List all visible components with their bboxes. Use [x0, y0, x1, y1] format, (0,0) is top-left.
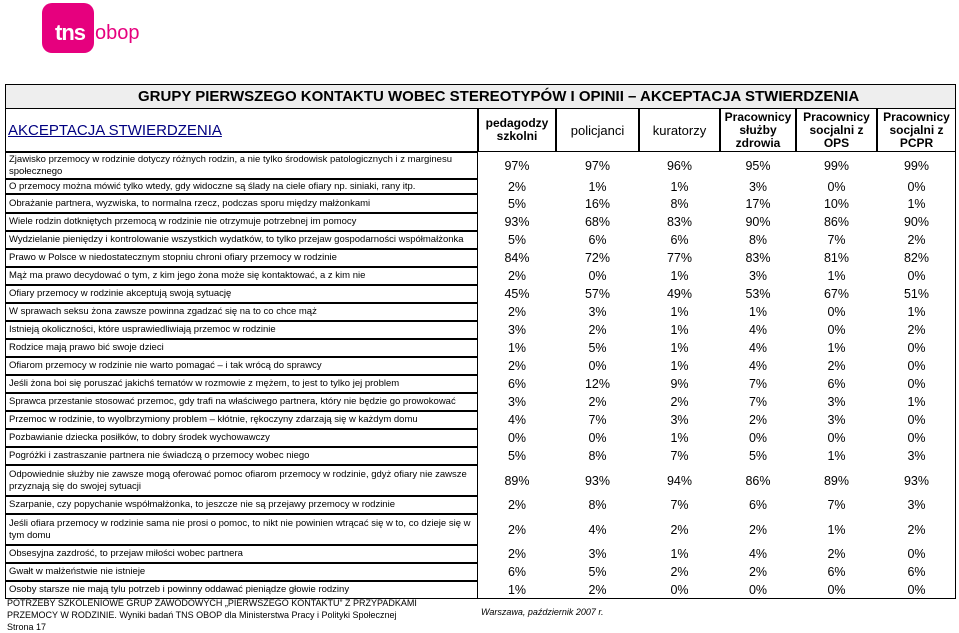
table-cell: 6%: [827, 377, 846, 391]
table-cell: 82%: [903, 251, 930, 265]
table-cell: 5%: [507, 196, 527, 211]
table-cell: 2%: [507, 305, 527, 319]
table-cell: 0%: [907, 431, 926, 445]
table-cell: 2%: [588, 395, 607, 409]
table-cell: 1%: [827, 341, 846, 355]
table-cell: 12%: [584, 377, 611, 391]
table-cell: 2%: [507, 179, 527, 194]
table-cell: 0%: [827, 323, 846, 337]
row-label: Sprawca przestanie stosować przemoc, gdy trafi na właściwego partnera, który nie będzie go prowokować: [5, 393, 478, 411]
table-cell: 4%: [748, 341, 768, 355]
table-cell: 1%: [670, 323, 689, 337]
table-cell: 3%: [670, 413, 689, 427]
table-cell: 2%: [588, 583, 607, 597]
table-cell: 1%: [670, 359, 689, 373]
table-cell: 72%: [584, 251, 611, 265]
table-cell: 1%: [507, 583, 527, 597]
table-cell: 1%: [827, 269, 846, 283]
table-cell: 97%: [504, 158, 530, 173]
table-cell: 7%: [827, 233, 846, 247]
table-cell: 1%: [670, 431, 689, 445]
row-label: Istnieją okoliczności, które usprawiedliwiają przemoc w rodzinie: [5, 321, 478, 339]
table-cell: 84%: [504, 251, 530, 265]
table-cell: 0%: [827, 305, 846, 319]
table-cell: 1%: [588, 179, 607, 194]
table-row: [5, 447, 956, 465]
table-cell: 99%: [903, 158, 930, 173]
table-cell: 0%: [670, 583, 689, 597]
table-row: [5, 357, 956, 375]
table-cell: 57%: [584, 287, 611, 301]
table-cell: 4%: [748, 323, 768, 337]
table-cell: 9%: [670, 377, 689, 391]
table-cell: 0%: [827, 583, 846, 597]
table-row: [5, 213, 956, 231]
table-cell: 17%: [745, 196, 771, 211]
table-cell: 3%: [588, 547, 607, 561]
row-label: Gwałt w małżeństwie nie istnieje: [5, 563, 478, 581]
footer-line-1: POTRZEBY SZKOLENIOWE GRUP ZAWODOWYCH „PIERWSZEGO KONTAKTU” Z PRZYPADKAMI: [7, 598, 417, 608]
table-cell: 7%: [748, 395, 768, 409]
table-cell: 8%: [588, 498, 607, 512]
table-row: [5, 496, 956, 514]
table-cell: 2%: [907, 323, 926, 337]
table-cell: 6%: [670, 233, 689, 247]
row-label: Wydzielanie pieniędzy i kontrolowanie wszystkich wydatków, to tylko przejaw gospodarności współmałżonka: [5, 231, 478, 249]
table-cell: 0%: [907, 583, 926, 597]
table-cell: 53%: [745, 287, 771, 301]
table-cell: 5%: [507, 233, 527, 247]
column-header: kuratorzy: [639, 108, 720, 152]
column-header: Pracownicy socjalni z OPS: [796, 108, 877, 152]
table-cell: 51%: [903, 287, 930, 301]
table-cell: 1%: [827, 449, 846, 463]
table-cell: 1%: [670, 269, 689, 283]
table-cell: 3%: [827, 413, 846, 427]
row-label: Jeśli ofiara przemocy w rodzinie sama nie prosi o pomoc, to nikt nie powinien wtrącać się w to, co dzieje się w tym domu: [5, 514, 478, 545]
table-cell: 2%: [507, 547, 527, 561]
table-cell: 3%: [907, 449, 926, 463]
table-cell: 5%: [588, 565, 607, 579]
row-label: Jeśli żona boi się poruszać jakichś tematów w rozmowie z mężem, to jest to tylko jej problem: [5, 375, 478, 393]
table-cell: 6%: [507, 377, 527, 391]
table-cell: 95%: [745, 158, 771, 173]
table-row: [5, 563, 956, 581]
table-row: [5, 545, 956, 563]
footer-line-2: PRZEMOCY W RODZINIE. Wyniki badań TNS OBOP dla Ministerstwa Pracy i Polityki Społecznej: [7, 610, 397, 620]
table-cell: 1%: [907, 395, 926, 409]
acceptance-table: [5, 84, 956, 597]
table-cell: 2%: [827, 359, 846, 373]
logo-sub-text: obop: [95, 22, 140, 44]
column-header: Pracownicy socjalni z PCPR: [877, 108, 956, 152]
table-cell: 2%: [507, 522, 527, 537]
table-row: [5, 285, 956, 303]
table-cell: 2%: [588, 323, 607, 337]
table-cell: 7%: [827, 498, 846, 512]
table-cell: 3%: [588, 305, 607, 319]
table-cell: 77%: [666, 251, 693, 265]
table-cell: 3%: [827, 395, 846, 409]
table-row: [5, 514, 956, 545]
table-cell: 6%: [907, 565, 926, 579]
table-cell: 2%: [907, 522, 926, 537]
table-cell: 2%: [507, 269, 527, 283]
table-cell: 2%: [670, 565, 689, 579]
column-header: Pracownicy służby zdrowia: [720, 108, 796, 152]
row-label: Mąż ma prawo decydować o tym, z kim jego żona może się kontaktować, a z kim nie: [5, 267, 478, 285]
table-cell: 4%: [588, 522, 607, 537]
table-cell: 1%: [827, 522, 846, 537]
table-cell: 5%: [748, 449, 768, 463]
table-cell: 2%: [907, 233, 926, 247]
row-label: W sprawach seksu żona zawsze powinna zgadzać się na to co chce mąż: [5, 303, 478, 321]
table-row: [5, 429, 956, 447]
table-cell: 16%: [584, 196, 611, 211]
table-cell: 1%: [670, 305, 689, 319]
table-cell: 0%: [907, 413, 926, 427]
table-cell: 97%: [584, 158, 611, 173]
table-cell: 2%: [827, 547, 846, 561]
table-cell: 1%: [907, 196, 926, 211]
row-label: Szarpanie, czy popychanie współmałżonka, to jeszcze nie są przejawy przemocy w rodzinie: [5, 496, 478, 514]
table-cell: 90%: [745, 215, 771, 229]
table-cell: 0%: [907, 341, 926, 355]
table-cell: 2%: [507, 359, 527, 373]
table-cell: 86%: [823, 215, 850, 229]
table-cell: 1%: [507, 341, 527, 355]
table-cell: 8%: [670, 196, 689, 211]
table-cell: 10%: [823, 196, 850, 211]
table-row: [5, 339, 956, 357]
table-row: [5, 152, 956, 179]
table-row: [5, 267, 956, 285]
table-cell: 90%: [903, 215, 930, 229]
table-row: [5, 231, 956, 249]
table-cell: 2%: [670, 395, 689, 409]
table-cell: 1%: [670, 341, 689, 355]
footer-date: Warszawa, październik 2007 r.: [481, 607, 604, 617]
table-cell: 4%: [748, 547, 768, 561]
table-row: [5, 411, 956, 429]
row-header: AKCEPTACJA STWIERDZENIA: [5, 108, 478, 152]
footer: [7, 597, 417, 633]
table-cell: 2%: [748, 565, 768, 579]
row-label: Pozbawianie dziecka posiłków, to dobry środek wychowawczy: [5, 429, 478, 447]
table-cell: 0%: [588, 431, 607, 445]
row-label: Odpowiednie służby nie zawsze mogą oferować pomoc ofiarom przemocy w rodzinie, gdyż ofiary nie zawsze przyznają się do swojej sytuacji: [5, 465, 478, 496]
table-cell: 7%: [670, 449, 689, 463]
table-cell: 0%: [748, 431, 768, 445]
table-cell: 0%: [507, 431, 527, 445]
table-cell: 0%: [907, 269, 926, 283]
table-row: [5, 375, 956, 393]
table-cell: 0%: [827, 431, 846, 445]
table-cell: 49%: [666, 287, 693, 301]
table-cell: 3%: [507, 395, 527, 409]
table-title: GRUPY PIERWSZEGO KONTAKTU WOBEC STEREOTYPÓW I OPINII – AKCEPTACJA STWIERDZENIA: [5, 84, 956, 108]
table-cell: 89%: [504, 473, 530, 488]
table-row: [5, 393, 956, 411]
table-cell: 99%: [823, 158, 850, 173]
table-row: [5, 194, 956, 213]
table-cell: 0%: [907, 377, 926, 391]
table-cell: 2%: [670, 522, 689, 537]
table-cell: 0%: [907, 359, 926, 373]
table-cell: 3%: [748, 269, 768, 283]
table-cell: 81%: [823, 251, 850, 265]
table-cell: 83%: [745, 251, 771, 265]
table-cell: 94%: [666, 473, 693, 488]
footer-page: Strona 17: [7, 622, 47, 632]
table-cell: 6%: [507, 565, 527, 579]
table-cell: 86%: [745, 473, 771, 488]
table-cell: 3%: [907, 498, 926, 512]
row-label: Wiele rodzin dotkniętych przemocą w rodzinie nie otrzymuje potrzebnej im pomocy: [5, 213, 478, 231]
row-label: Zjawisko przemocy w rodzinie dotyczy różnych rodzin, a nie tylko środowisk patologicznych i z marginesu społecznego: [5, 152, 478, 179]
table-cell: 2%: [748, 522, 768, 537]
table-cell: 0%: [748, 583, 768, 597]
row-label: Osoby starsze nie mają tylu potrzeb i powinny oddawać pieniądze głowie rodziny: [5, 581, 478, 599]
table-cell: 1%: [748, 305, 768, 319]
table-cell: 8%: [588, 449, 607, 463]
table-cell: 93%: [504, 215, 530, 229]
column-header: policjanci: [556, 108, 639, 152]
table-row: [5, 303, 956, 321]
table-row: [5, 179, 956, 194]
table-cell: 83%: [666, 215, 693, 229]
table-cell: 4%: [748, 359, 768, 373]
table-cell: 2%: [748, 413, 768, 427]
table-cell: 0%: [827, 179, 846, 194]
table-cell: 6%: [748, 498, 768, 512]
table-cell: 45%: [504, 287, 530, 301]
table-row: [5, 321, 956, 339]
table-cell: 1%: [907, 305, 926, 319]
table-cell: 0%: [907, 547, 926, 561]
row-label: Prawo w Polsce w niedostatecznym stopniu chroni ofiary przemocy w rodzinie: [5, 249, 478, 267]
table-row: [5, 465, 956, 496]
row-label: O przemocy można mówić tylko wtedy, gdy widoczne są ślady na ciele ofiary np. siniaki, rany itp.: [5, 179, 478, 194]
table-cell: 0%: [588, 359, 607, 373]
table-cell: 89%: [823, 473, 850, 488]
table-cell: 3%: [507, 323, 527, 337]
table-cell: 0%: [588, 269, 607, 283]
table-cell: 7%: [670, 498, 689, 512]
table-cell: 1%: [670, 547, 689, 561]
row-label: Obsesyjna zazdrość, to przejaw miłości wobec partnera: [5, 545, 478, 563]
row-label: Ofiarom przemocy w rodzinie nie warto pomagać – i tak wrócą do sprawcy: [5, 357, 478, 375]
row-label: Ofiary przemocy w rodzinie akceptują swoją sytuację: [5, 285, 478, 303]
table-cell: 93%: [584, 473, 611, 488]
table-cell: 5%: [507, 449, 527, 463]
logo-main-text: tns: [55, 20, 85, 45]
row-label: Pogróżki i zastraszanie partnera nie świadczą o przemocy wobec niego: [5, 447, 478, 465]
table-row: [5, 249, 956, 267]
table-cell: 5%: [588, 341, 607, 355]
row-label: Obrażanie partnera, wyzwiska, to normalna rzecz, podczas sporu między małżonkami: [5, 194, 478, 213]
table-cell: 1%: [670, 179, 689, 194]
table-cell: 6%: [827, 565, 846, 579]
table-cell: 4%: [507, 413, 527, 427]
column-header: pedagodzy szkolni: [478, 108, 556, 152]
table-cell: 3%: [748, 179, 768, 194]
table-cell: 8%: [748, 233, 768, 247]
table-cell: 7%: [588, 413, 607, 427]
table-cell: 96%: [666, 158, 693, 173]
row-label: Przemoc w rodzinie, to wyolbrzymiony problem – kłótnie, rękoczyny zdarzają się w każdym domu: [5, 411, 478, 429]
table-cell: 68%: [584, 215, 611, 229]
table-cell: 2%: [507, 498, 527, 512]
table-cell: 0%: [907, 179, 926, 194]
table-cell: 6%: [588, 233, 607, 247]
table-cell: 67%: [823, 287, 850, 301]
table-cell: 93%: [903, 473, 930, 488]
row-label: Rodzice mają prawo bić swoje dzieci: [5, 339, 478, 357]
table-cell: 7%: [748, 377, 768, 391]
